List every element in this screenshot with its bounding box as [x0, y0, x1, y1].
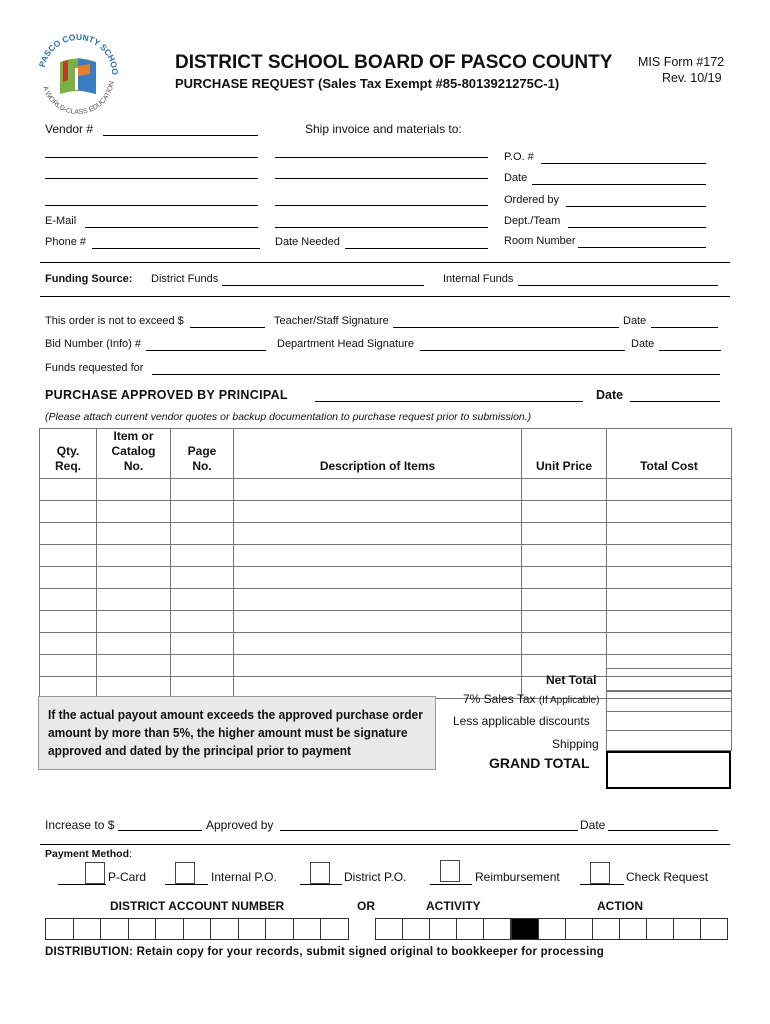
- ship-address-line-1[interactable]: [275, 157, 488, 158]
- table-cell[interactable]: [522, 611, 607, 633]
- table-cell[interactable]: [171, 567, 234, 589]
- action-label: ACTION: [597, 899, 643, 913]
- table-cell[interactable]: [171, 611, 234, 633]
- form-number: MIS Form #172: [638, 55, 725, 69]
- table-cell[interactable]: [40, 567, 97, 589]
- district-po-checkbox[interactable]: [310, 862, 330, 884]
- table-row: [40, 523, 732, 545]
- form-subtitle: PURCHASE REQUEST (Sales Tax Exempt #85-8013921275C-1): [175, 76, 560, 91]
- net-total-label: Net Total: [546, 673, 597, 687]
- vendor-address-line-3[interactable]: [45, 205, 258, 206]
- table-cell[interactable]: [522, 501, 607, 523]
- section-divider: [40, 296, 730, 297]
- col-total-cost: Total Cost: [607, 429, 732, 479]
- account-digit-box[interactable]: [619, 918, 647, 940]
- table-cell[interactable]: [97, 589, 171, 611]
- account-digit-box[interactable]: [100, 918, 129, 940]
- account-digit-box[interactable]: [45, 918, 74, 940]
- account-digit-box[interactable]: [700, 918, 728, 940]
- shipping-label: Shipping: [552, 737, 599, 751]
- payment-method-label: Payment Method:: [45, 848, 132, 860]
- account-digit-box[interactable]: [456, 918, 484, 940]
- table-cell[interactable]: [234, 611, 522, 633]
- table-cell[interactable]: [522, 523, 607, 545]
- not-exceed-label: This order is not to exceed $: [45, 315, 184, 327]
- teacher-signature-field[interactable]: [393, 327, 619, 328]
- table-cell[interactable]: [607, 479, 732, 501]
- table-cell[interactable]: [97, 545, 171, 567]
- account-digit-box[interactable]: [429, 918, 457, 940]
- room-number-label: Room Number: [504, 235, 576, 247]
- principal-date-field[interactable]: [630, 401, 720, 402]
- table-cell[interactable]: [40, 611, 97, 633]
- account-digit-box[interactable]: [128, 918, 157, 940]
- dept-head-date-label: Date: [631, 338, 655, 350]
- check-request-line: [580, 884, 624, 885]
- bid-number-field[interactable]: [146, 350, 266, 351]
- internal-funds-field[interactable]: [518, 285, 718, 286]
- account-digit-box[interactable]: [155, 918, 184, 940]
- form-revision: Rev. 10/19: [662, 71, 722, 85]
- table-cell[interactable]: [97, 501, 171, 523]
- table-cell[interactable]: [234, 545, 522, 567]
- vendor-address-line-2[interactable]: [45, 178, 258, 179]
- table-cell[interactable]: [171, 589, 234, 611]
- col-description: Description of Items: [234, 429, 522, 479]
- p-card-checkbox[interactable]: [85, 862, 105, 884]
- table-cell[interactable]: [234, 655, 522, 677]
- email-label: E-Mail: [45, 215, 77, 227]
- approved-by-field[interactable]: [280, 830, 578, 831]
- account-digit-box: [511, 918, 539, 940]
- table-cell[interactable]: [522, 567, 607, 589]
- account-digit-box[interactable]: [402, 918, 430, 940]
- discounts-label: Less applicable discounts: [453, 714, 590, 728]
- dept-team-field[interactable]: [568, 227, 706, 228]
- table-cell[interactable]: [40, 655, 97, 677]
- principal-date-label: Date: [596, 388, 624, 402]
- phone-label: Phone #: [45, 236, 86, 248]
- district-po-line: [300, 884, 342, 885]
- district-funds-label: District Funds: [151, 273, 219, 285]
- ship-address-line-4[interactable]: [275, 227, 488, 228]
- distribution-note: DISTRIBUTION: Retain copy for your records, submit signed original to bookkeeper for processing: [45, 946, 604, 958]
- table-cell[interactable]: [607, 545, 732, 567]
- shipping-box[interactable]: [606, 730, 732, 751]
- increase-to-label: Increase to $: [45, 818, 115, 832]
- table-cell[interactable]: [234, 633, 522, 655]
- teacher-signature-label: Teacher/Staff Signature: [274, 315, 389, 327]
- account-digit-box[interactable]: [538, 918, 566, 940]
- phone-field[interactable]: [92, 248, 260, 249]
- table-row: [40, 479, 732, 501]
- table-row: [40, 501, 732, 523]
- ship-address-line-3[interactable]: [275, 205, 488, 206]
- funds-requested-field[interactable]: [152, 374, 720, 375]
- increase-date-label: Date: [580, 818, 606, 832]
- district-account-label: DISTRICT ACCOUNT NUMBER: [110, 899, 285, 913]
- p-card-line: [58, 884, 106, 885]
- table-cell[interactable]: [40, 523, 97, 545]
- account-digit-box[interactable]: [73, 918, 102, 940]
- table-cell[interactable]: [40, 479, 97, 501]
- account-digit-box[interactable]: [375, 918, 403, 940]
- table-cell[interactable]: [97, 633, 171, 655]
- ship-to-label: Ship invoice and materials to:: [305, 122, 462, 136]
- dept-head-date-field[interactable]: [659, 350, 721, 351]
- net-total-box[interactable]: [606, 668, 732, 692]
- table-cell[interactable]: [171, 545, 234, 567]
- table-cell[interactable]: [40, 633, 97, 655]
- sales-tax-box[interactable]: [606, 690, 732, 712]
- sales-tax-label: 7% Sales Tax (If Applicable): [463, 692, 600, 706]
- payout-notice: If the actual payout amount exceeds the approved purchase order amount by more than 5%, the higher amount must be signature approved and dated by the principal prior to payment: [38, 696, 436, 770]
- account-digit-box[interactable]: [265, 918, 294, 940]
- date-needed-label: Date Needed: [275, 236, 340, 248]
- table-cell[interactable]: [607, 611, 732, 633]
- account-digit-box[interactable]: [592, 918, 620, 940]
- increase-date-field[interactable]: [608, 830, 718, 831]
- district-po-label: District P.O.: [344, 870, 407, 884]
- or-label: OR: [357, 899, 375, 913]
- vendor-label: Vendor #: [45, 122, 94, 136]
- table-row: [40, 611, 732, 633]
- reimbursement-line: [430, 884, 472, 885]
- grand-total-label: GRAND TOTAL: [489, 755, 590, 771]
- dept-head-signature-label: Department Head Signature: [277, 338, 414, 350]
- activity-label: ACTIVITY: [426, 899, 481, 913]
- svg-text:PASCO COUNTY SCHOOLS: PASCO COUNTY SCHOO: [36, 31, 121, 76]
- reimbursement-checkbox[interactable]: [440, 860, 460, 882]
- table-cell[interactable]: [171, 501, 234, 523]
- account-digit-box[interactable]: [565, 918, 593, 940]
- dept-team-label: Dept./Team: [504, 215, 561, 227]
- reimbursement-label: Reimbursement: [475, 870, 560, 884]
- table-cell[interactable]: [522, 479, 607, 501]
- table-cell[interactable]: [607, 589, 732, 611]
- table-cell[interactable]: [234, 479, 522, 501]
- date-field[interactable]: [532, 184, 706, 185]
- table-cell[interactable]: [97, 567, 171, 589]
- account-digit-box[interactable]: [183, 918, 212, 940]
- po-number-label: P.O. #: [504, 151, 534, 163]
- internal-funds-label: Internal Funds: [443, 273, 514, 285]
- account-digit-box[interactable]: [238, 918, 267, 940]
- account-digit-box[interactable]: [293, 918, 322, 940]
- check-request-label: Check Request: [626, 870, 709, 884]
- teacher-date-label: Date: [623, 315, 647, 327]
- table-cell[interactable]: [607, 523, 732, 545]
- svg-text:A WORLD-CLASS EDUCATION: A WORLD-CLASS EDUCATION: [41, 80, 116, 117]
- principal-approval-field[interactable]: [315, 401, 583, 402]
- table-cell[interactable]: [40, 501, 97, 523]
- not-exceed-field[interactable]: [190, 327, 265, 328]
- room-number-field[interactable]: [578, 247, 706, 248]
- table-cell[interactable]: [97, 655, 171, 677]
- check-request-checkbox[interactable]: [590, 862, 610, 884]
- table-row: [40, 589, 732, 611]
- table-cell[interactable]: [522, 545, 607, 567]
- account-digit-box[interactable]: [646, 918, 674, 940]
- items-table: [39, 428, 732, 699]
- account-digit-box[interactable]: [320, 918, 349, 940]
- p-card-label: P-Card: [108, 870, 147, 884]
- col-item-catalog: Item or Catalog No.: [97, 429, 171, 479]
- district-funds-field[interactable]: [222, 285, 424, 286]
- table-cell[interactable]: [171, 523, 234, 545]
- vendor-field[interactable]: [103, 135, 258, 136]
- increase-to-field[interactable]: [118, 830, 202, 831]
- vendor-address-line-1[interactable]: [45, 157, 258, 158]
- table-cell[interactable]: [40, 589, 97, 611]
- col-page-no: Page No.: [171, 429, 234, 479]
- pasco-schools-logo: [30, 22, 126, 118]
- funding-source-label: Funding Source:: [45, 273, 133, 285]
- col-qty: Qty. Req.: [40, 429, 97, 479]
- ordered-by-label: Ordered by: [504, 194, 560, 206]
- bid-number-label: Bid Number (Info) #: [45, 338, 141, 350]
- table-cell[interactable]: [234, 567, 522, 589]
- internal-po-checkbox[interactable]: [175, 862, 195, 884]
- date-label: Date: [504, 172, 528, 184]
- table-cell[interactable]: [97, 523, 171, 545]
- table-cell[interactable]: [234, 501, 522, 523]
- approved-by-label: Approved by: [206, 818, 274, 832]
- table-cell[interactable]: [97, 611, 171, 633]
- table-cell[interactable]: [522, 633, 607, 655]
- ordered-by-field[interactable]: [566, 206, 706, 207]
- table-row: [40, 545, 732, 567]
- ship-address-line-2[interactable]: [275, 178, 488, 179]
- po-number-field[interactable]: [541, 163, 706, 164]
- table-row: [40, 633, 732, 655]
- internal-po-label: Internal P.O.: [211, 870, 277, 884]
- table-cell[interactable]: [607, 501, 732, 523]
- account-digit-box[interactable]: [483, 918, 511, 940]
- table-cell[interactable]: [171, 479, 234, 501]
- table-cell[interactable]: [171, 655, 234, 677]
- internal-po-line: [165, 884, 208, 885]
- table-cell[interactable]: [171, 633, 234, 655]
- email-field[interactable]: [85, 227, 258, 228]
- funds-requested-label: Funds requested for: [45, 362, 144, 374]
- account-digit-box[interactable]: [673, 918, 701, 940]
- section-divider: [40, 844, 730, 845]
- discounts-box[interactable]: [606, 710, 732, 731]
- table-cell[interactable]: [607, 567, 732, 589]
- date-needed-field[interactable]: [345, 248, 488, 249]
- principal-approval-label: PURCHASE APPROVED BY PRINCIPAL: [45, 388, 288, 402]
- section-divider: [40, 262, 730, 263]
- table-cell[interactable]: [607, 633, 732, 655]
- table-cell[interactable]: [522, 589, 607, 611]
- attach-note: (Please attach current vendor quotes or backup documentation to purchase request prior to submission.): [45, 411, 532, 423]
- account-digit-box[interactable]: [210, 918, 239, 940]
- table-cell[interactable]: [234, 589, 522, 611]
- table-cell[interactable]: [40, 545, 97, 567]
- table-cell[interactable]: [234, 523, 522, 545]
- teacher-date-field[interactable]: [651, 327, 718, 328]
- grand-total-box[interactable]: [606, 751, 731, 789]
- table-cell[interactable]: [97, 479, 171, 501]
- form-title: DISTRICT SCHOOL BOARD OF PASCO COUNTY: [175, 52, 613, 73]
- dept-head-signature-field[interactable]: [420, 350, 625, 351]
- table-row: [40, 567, 732, 589]
- col-unit-price: Unit Price: [522, 429, 607, 479]
